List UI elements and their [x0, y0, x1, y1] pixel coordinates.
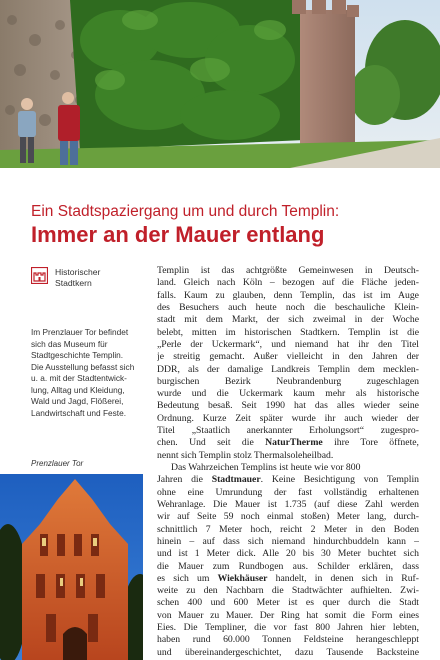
naturtherme-keyword: NaturTherme — [265, 437, 323, 449]
sidebar-note — [31, 327, 151, 419]
wiekhaeuser-keyword: Wiekhäuser — [217, 572, 268, 584]
article-line: und ist 1 Meter dick. Alle 20 bis 30 Meter buchtet sich — [157, 548, 419, 560]
article-line: burgischen Bezirk Neubrandenburg zugeschlagen — [157, 375, 419, 387]
article-line: land. Gleich nach Köln – bezogen auf die Fläche jeden- — [157, 277, 419, 289]
prenzlauer-tor-photo — [0, 474, 143, 660]
stadtmauer-keyword: Stadtmauer — [211, 474, 261, 486]
article-line: Eies. Die Templiner, die vor fast 800 Jahren hier lebten, — [157, 622, 419, 634]
article-line: belebt, mitten im historischen Stadtkern. Templin ist die — [157, 326, 419, 338]
gate-illustration — [0, 474, 143, 660]
article-line: haben rund 60.000 Tonnen Feldsteine herangeschleppt — [157, 634, 419, 646]
text-run: chen. Und seit die — [157, 437, 266, 449]
article-line: schnittlich 7 Meter hoch, reicht 2 Meter in den Boden — [157, 523, 419, 535]
badge-label-line1: Historischer — [55, 267, 101, 277]
text-run: Das Wahrzeichen Templins ist heute wie vor 800 — [171, 462, 361, 473]
sidebar-line: Im Prenzlauer Tor befindet — [31, 327, 129, 337]
article-line — [157, 462, 419, 474]
city-wall-photo — [0, 0, 440, 168]
article-line: des Besuchers auch heute noch die beschauliche Klein- — [157, 301, 419, 313]
article-line: DDR, als der damalige Landkreis Templin dem mecklen- — [157, 363, 419, 375]
castle-icon — [31, 267, 48, 284]
article-line: die Mauer zum Rundbogen aus. Schilder erklären, dass — [157, 560, 419, 572]
article-line: Templin ist das achtgrößte Gemeinwesen in Deutsch- — [157, 265, 419, 276]
article-line: weite zu den Nachbarn die Stadtwächter aufhielten. Zwi- — [157, 585, 419, 597]
text-run: Jahren die — [157, 474, 212, 486]
sidebar-line: Landwirtschaft und Feste. — [31, 407, 127, 418]
article-line: Bedeutung besaß. Seit 1990 hat das alles wieder seine — [157, 400, 419, 412]
sidebar-line: Die Ausstellung befasst sich — [31, 361, 135, 372]
article-line — [157, 437, 419, 449]
article-line: ohne eine Umrundung der fast vollständig erhaltenen — [157, 486, 419, 498]
article-kicker: Ein Stadtspaziergang um und durch Templin: — [31, 203, 340, 220]
sidebar-line: sich das Museum für — [31, 338, 108, 349]
article-line: von Mauer zu Mauer. Der Ring hat somit die Form eines — [157, 609, 419, 621]
text-run: . Keine Besichtigung von Templin — [260, 474, 419, 486]
sidebar-line: u. a. mit der Stadtentwick- — [31, 373, 127, 383]
article-line: Ordnung. Kurze Zeit später wurde ihr auch wieder der — [157, 412, 419, 424]
article-line: wir auf Seite 59 noch einmal stoßen) Meter lang, durch- — [157, 511, 419, 523]
text-run: handelt, in denen sich in Ruf- — [267, 572, 419, 584]
hero-photo — [0, 0, 440, 168]
article-line: Titel „Staatlich anerkannter Erholungsort“ zugespro- — [157, 425, 419, 437]
text-run: ihre Tore öffnete, — [322, 437, 419, 449]
article-body — [157, 265, 419, 659]
historic-centre-badge — [31, 267, 151, 299]
article-line: wurde und die Uckermark kaum mehr als historische — [157, 388, 419, 400]
text-run: es sich um — [157, 572, 218, 584]
article-line — [157, 474, 419, 486]
sidebar-line: lung, Alltag und Kleidung, — [31, 384, 125, 395]
article-line: „Perle der Uckermark“, und niemand hat ihr den Titel — [157, 338, 419, 350]
article-line: und übereinandergeschichtet, dazu Tausende Backsteine — [157, 646, 419, 658]
article-line: schen 400 und 600 Meter ist es quer durch die Stadt — [157, 597, 419, 609]
article-line: stadt mit dem Markt, der sich zweimal in der Woche — [157, 314, 419, 326]
photo-caption: Prenzlauer Tor — [31, 459, 84, 468]
article-line — [157, 573, 419, 585]
article-title: Immer an der Mauer entlang — [31, 222, 325, 247]
badge-label-line2: Stadtkern — [55, 278, 92, 288]
article-line: nennt sich Templin stolz Thermalsoleheilbad. — [157, 449, 334, 461]
sidebar-line: Wald und Jagd, Flößerei, — [31, 396, 124, 406]
article-line: je streitig gemacht. Außer vielleicht in den Jahren der — [157, 351, 419, 363]
article-line: falls. Kaum zu glauben, denn Templin, das ist im Auge — [157, 289, 419, 301]
sidebar-line: Stadtgeschichte Templin. — [31, 350, 124, 360]
article-line: hinein – auf dass sich niemand hindurchbuddeln kann – — [157, 535, 419, 547]
article-line: Wehranlage. Die Mauer ist 1.735 (auf diese Zahl werden — [157, 498, 419, 510]
